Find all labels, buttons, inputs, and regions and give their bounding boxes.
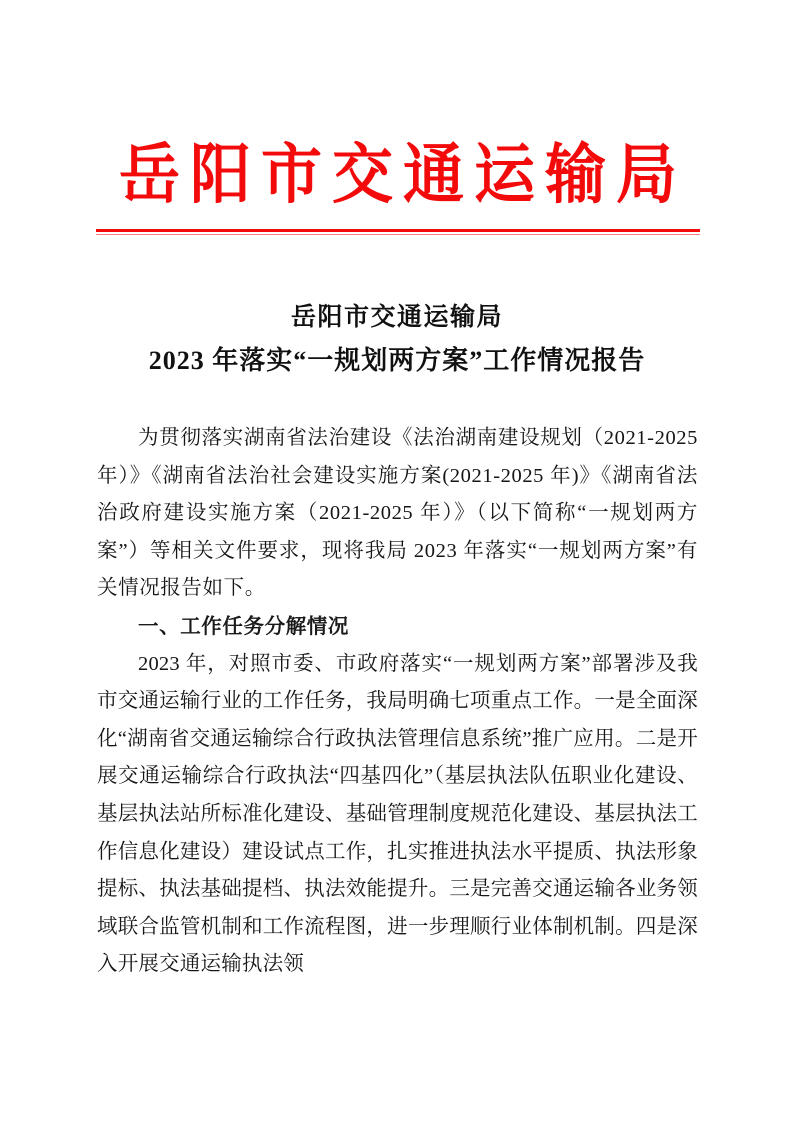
letterhead-double-rule — [96, 229, 700, 235]
section-heading-1: 一、工作任务分解情况 — [138, 614, 349, 638]
letterhead-organization-name: 岳阳市交通运输局 — [118, 140, 687, 212]
rule-thin-line — [96, 234, 700, 235]
document-title-block — [97, 296, 697, 382]
document-title-line-1: 岳阳市交通运输局 — [290, 304, 503, 331]
document-body — [97, 420, 698, 984]
body-paragraph-1: 为贯彻落实湖南省法治建设《法治湖南建设规划（2021-2025 年）》《湖南省法治社会建设实施方案(2021-2025 年)》《湖南省法治政府建设实施方案（2021-2025 年）》（以下简称“一规划两方案”）等相关文件要求，现将我局 2023 年落实“一规划两方案”有关情况报告如下。 — [97, 427, 698, 600]
letterhead — [96, 138, 700, 220]
body-paragraph-2: 2023 年，对照市委、市政府落实“一规划两方案”部署涉及我市交通运输行业的工作任务，我局明确七项重点工作。一是全面深化“湖南省交通运输综合行政执法管理信息系统”推广应用。二是开展交通运输综合行政执法“四基四化”（基层执法队伍职业化建设、基层执法站所标准化建设、基础管理制度规范化建设、基层执法工作信息化建设）建设试点工作，扎实推进执法水平提质、执法形象提标、执法基础提档、执法效能提升。三是完善交通运输各业务领域联合监管机制和工作流程图，进一步理顺行业体制机制。四是深入开展交通运输执法领 — [97, 652, 698, 976]
document-title-line-2: 2023 年落实“一规划两方案”工作情况报告 — [148, 346, 646, 375]
